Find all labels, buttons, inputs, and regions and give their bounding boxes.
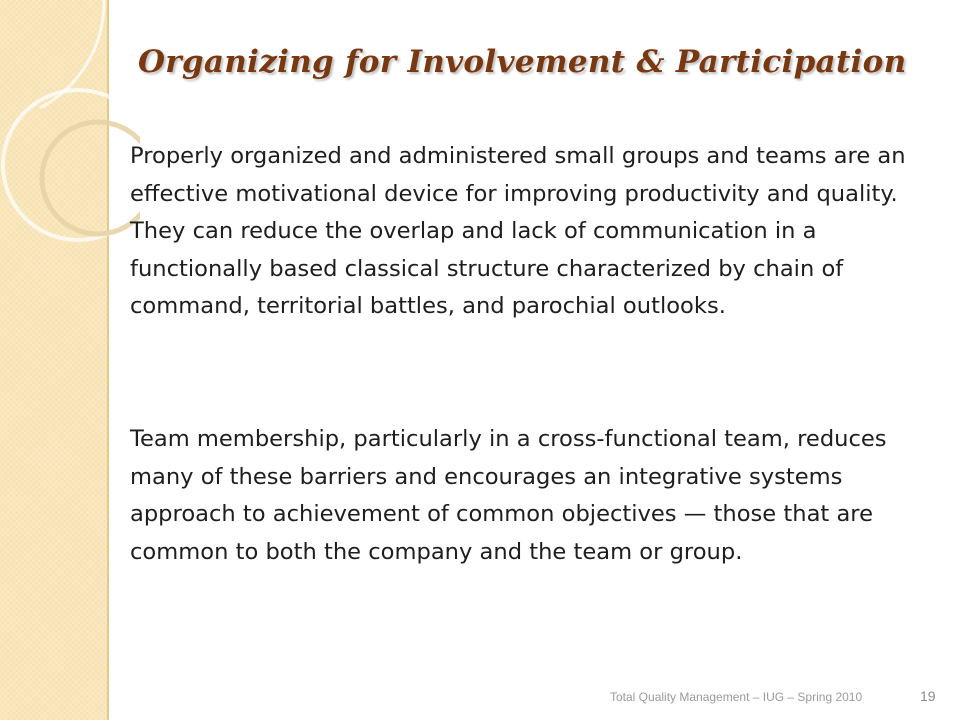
decorative-ring-outer (3, 90, 140, 240)
page-number: 19 (920, 688, 936, 704)
decorative-ring-inner (42, 122, 140, 234)
body-paragraph-2: Team membership, particularly in a cross-functional team, reduces many of these barriers and encourages an integrative systems approach to achievement of common objectives — those that are common to both the company and the team or group. (130, 426, 887, 565)
slide-title: Organizing for Involvement & Participation (138, 44, 907, 80)
body-paragraph-1: Properly organized and administered small groups and teams are an effective motivational device for improving productivity and quality. They can reduce the overlap and lack of communication in a functionally based classical structure characterized by chain of command, territorial battles, and parochial outlooks. (130, 143, 906, 320)
decorative-rings (0, 0, 140, 330)
slide-footer: Total Quality Management – IUG – Spring 2010 (610, 690, 863, 704)
